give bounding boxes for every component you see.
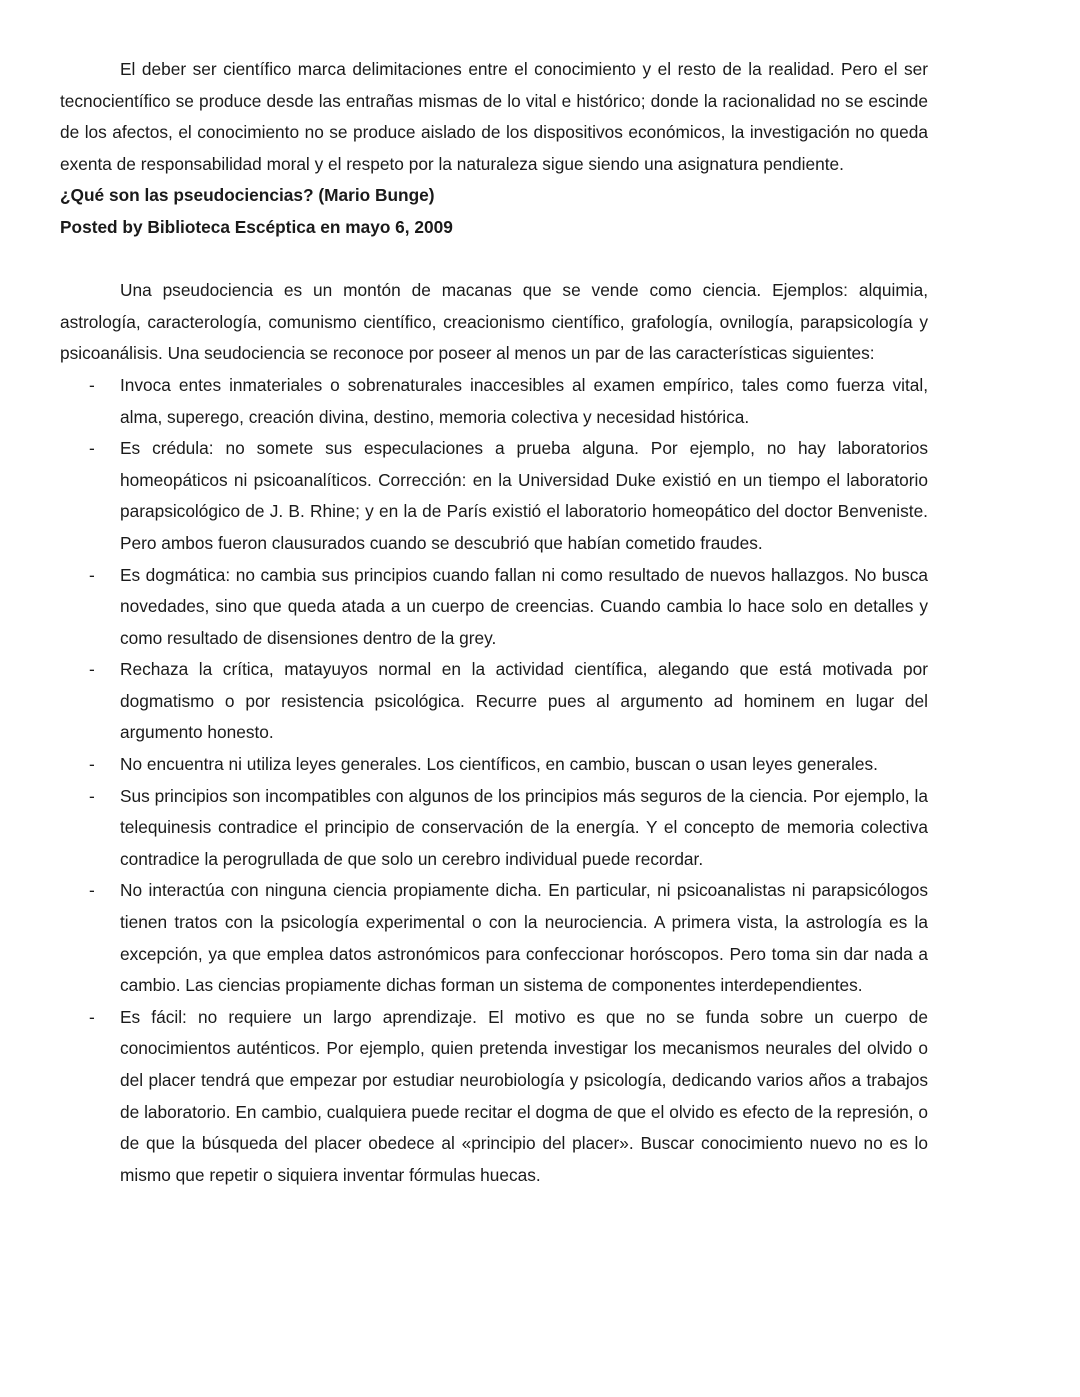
- bullet-dash: -: [89, 785, 95, 806]
- list-item-text: Sus principios son incompatibles con algunos de los principios más seguros de la ciencia. Por ejemplo, la telequinesis contradice el principio de conservación de la energía. Y el concepto de memoria colectiva contradice la perogrullada de que solo un cerebro individual puede recordar.: [120, 785, 928, 869]
- bullet-dash: -: [89, 374, 95, 395]
- lead-paragraph: Una pseudociencia es un montón de macanas que se vende como ciencia. Ejemplos: alquimia, astrología, caracterología, comunismo científico, creacionismo científico, grafología, ovnilogía, parapsicología y psicoanálisis. Una seudociencia se reconoce por poseer al menos un par de las características siguientes:: [60, 280, 928, 364]
- article-title: ¿Qué son las pseudociencias? (Mario Bunge): [60, 185, 435, 206]
- list-item-text: Es dogmática: no cambia sus principios cuando fallan ni como resultado de nuevos hallazgos. No busca novedades, sino que queda atada a un cuerpo de creencias. Cuando cambia lo hace solo en detalles y como resultado de disensiones dentro de la grey.: [120, 564, 928, 648]
- bullet-dash: -: [89, 564, 95, 585]
- list-item: [60, 875, 928, 1001]
- list-item: [60, 749, 928, 781]
- bullet-dash: -: [89, 1006, 95, 1027]
- list-item: [60, 370, 928, 433]
- list-item-text: Es fácil: no requiere un largo aprendizaje. El motivo es que no se funda sobre un cuerpo de conocimientos auténticos. Por ejemplo, quien pretenda investigar los mecanismos neurales del olvido o del placer tendrá que empezar por estudiar neurobiología y psicología, dedicando varios años a trabajos de laboratorio. En cambio, cualquiera puede recitar el dogma de que el olvido es efecto de la represión, o de que la búsqueda del placer obedece al «principio del placer». Buscar conocimiento nuevo no es lo mismo que repetir o siquiera inventar fórmulas huecas.: [120, 1006, 928, 1185]
- bullet-dash: -: [89, 659, 95, 680]
- bullet-dash: -: [89, 880, 95, 901]
- document-page: [60, 54, 928, 1191]
- article-byline: Posted by Biblioteca Escéptica en mayo 6, 2009: [60, 216, 453, 237]
- bullet-dash: -: [89, 438, 95, 459]
- spacer: [60, 244, 928, 276]
- list-item: [60, 781, 928, 876]
- list-item: [60, 560, 928, 655]
- list-item-text: Invoca entes inmateriales o sobrenaturales inaccesibles al examen empírico, tales como fuerza vital, alma, superego, creación divina, destino, memoria colectiva y necesidad histórica.: [120, 374, 928, 427]
- intro-paragraph: El deber ser científico marca delimitaciones entre el conocimiento y el resto de la realidad. Pero el ser tecnocientífico se produce desde las entrañas mismas de lo vital e histórico; donde la racionalidad no se escinde de los afectos, el conocimiento no se produce aislado de los dispositivos económicos, la investigación no queda exenta de responsabilidad moral y el respeto por la naturaleza sigue siendo una asignatura pendiente.: [60, 59, 928, 174]
- list-item: [60, 433, 928, 559]
- list-item-text: Es crédula: no somete sus especulaciones a prueba alguna. Por ejemplo, no hay laboratorios homeopáticos ni psicoanalíticos. Corrección: en la Universidad Duke existió en un tiempo el laboratorio parapsicológico de J. B. Rhine; y en la de París existió el laboratorio homeopático del doctor Benveniste. Pero ambos fueron clausurados cuando se descubrió que habían cometido fraudes.: [120, 438, 928, 553]
- list-item-text: No interactúa con ninguna ciencia propiamente dicha. En particular, ni psicoanalistas ni parapsicólogos tienen tratos con la psicología experimental o con la neurociencia. A primera vista, la astrología es la excepción, ya que emplea datos astronómicos para confeccionar horóscopos. Pero toma sin dar nada a cambio. Las ciencias propiamente dichas forman un sistema de componentes interdependientes.: [120, 880, 928, 996]
- list-item: [60, 1002, 928, 1192]
- bullet-dash: -: [89, 754, 95, 775]
- list-item-text: Rechaza la crítica, matayuyos normal en la actividad científica, alegando que está motivada por dogmatismo o por resistencia psicológica. Recurre pues al argumento ad hominem en lugar del argumento honesto.: [120, 659, 928, 743]
- features-list: [60, 370, 928, 1191]
- list-item: [60, 654, 928, 749]
- list-item-text: No encuentra ni utiliza leyes generales. Los científicos, en cambio, buscan o usan leyes generales.: [120, 754, 878, 775]
